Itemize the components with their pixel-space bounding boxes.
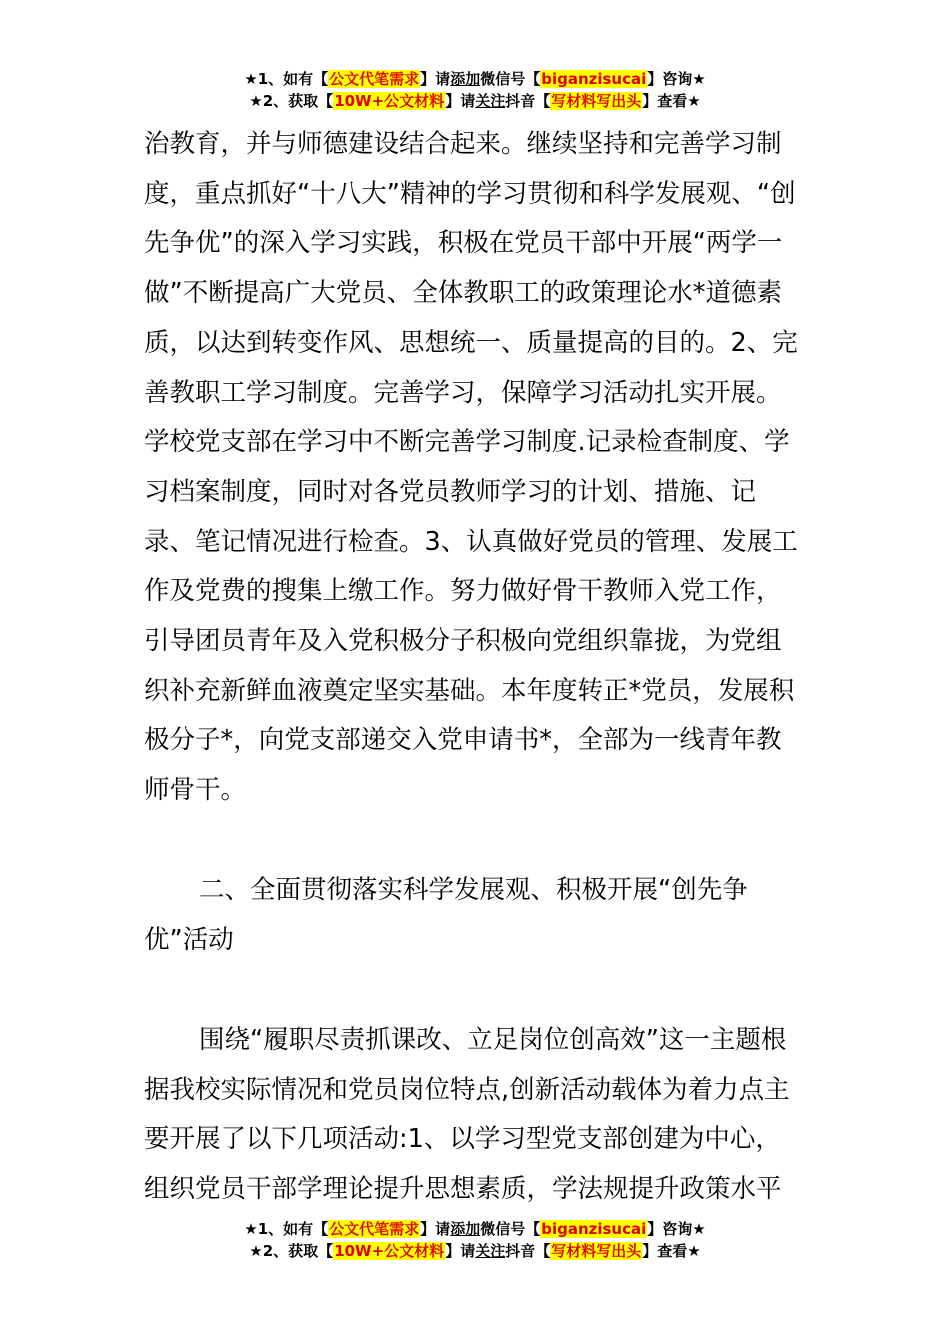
banner-text: ★1、如有【	[244, 70, 329, 88]
banner-highlight: biganzisucai	[541, 1220, 647, 1238]
banner-text: ★2、获取【	[249, 1242, 334, 1260]
banner-line-1	[0, 68, 950, 90]
body-paragraph-1: 治教育，并与师德建设结合起来。继续坚持和完善学习制度，重点抓好“十八大”精神的学习贯彻和科学发展观、“创先争优”的深入学习实践，积极在党员干部中开展“两学一做”不断提高广大党员、全体教职工的政策理论水*道德素质，以达到转变作风、思想统一、质量提高的目的。2、完善教职工学习制度。完善学习，保障学习活动扎实开展。学校党支部在学习中不断完善学习制度.记录检查制度、学习档案制度，同时对各党员教师学习的计划、措施、记录、笔记情况进行检查。3、认真做好党员的管理、发展工作及党费的搜集上缴工作。努力做好骨干教师入党工作，引导团员青年及入党积极分子积极向党组织靠拢，为党组织补充新鲜血液奠定坚实基础。本年度转正*党员，发展积极分子*，向党支部递交入党申请书*，全部为一线青年教师骨干。	[144, 129, 798, 806]
banner-underline: 添加	[450, 70, 481, 88]
banner-text: 】请	[445, 1242, 476, 1260]
banner-underline: 添加	[450, 1220, 481, 1238]
banner-highlight: biganzisucai	[541, 70, 647, 88]
banner-text: 微信号【	[480, 1220, 541, 1238]
banner-highlight: 公文代笔需求	[329, 70, 420, 88]
banner-text: 】查看★	[642, 1242, 701, 1260]
banner-highlight: 10W+公文材料	[334, 92, 445, 110]
banner-text: 】查看★	[642, 92, 701, 110]
banner-text: 】请	[420, 1220, 451, 1238]
banner-text: 】请	[420, 70, 451, 88]
banner-text: 抖音【	[505, 92, 551, 110]
banner-line-2	[0, 90, 950, 112]
banner-text: 】咨询★	[647, 70, 706, 88]
banner-text: ★2、获取【	[249, 92, 334, 110]
body-paragraph-3: 围绕“履职尽责抓课改、立足岗位创高效”这一主题根据我校实际情况和党员岗位特点,创新活动载体为着力点主要开展了以下几项活动:1、以学习型党支部创建为中心，组织党员干部学理论提升思想素质，学法规提升政策水平	[144, 1025, 790, 1205]
banner-line-2	[0, 1240, 950, 1262]
banner-underline: 关注	[475, 92, 506, 110]
section-heading-2: 二、全面贯彻落实科学发展观、积极开展“创先争优”活动	[144, 875, 748, 955]
footer-banner	[0, 1218, 950, 1262]
header-banner	[0, 68, 950, 112]
banner-text: 抖音【	[505, 1242, 551, 1260]
banner-text: ★1、如有【	[244, 1220, 329, 1238]
banner-text: 】咨询★	[647, 1220, 706, 1238]
banner-highlight: 公文代笔需求	[329, 1220, 420, 1238]
banner-text: 微信号【	[480, 70, 541, 88]
banner-highlight: 写材料写出头	[551, 1242, 642, 1260]
banner-line-1	[0, 1218, 950, 1240]
banner-highlight: 10W+公文材料	[334, 1242, 445, 1260]
banner-underline: 关注	[475, 1242, 506, 1260]
banner-text: 】请	[445, 92, 476, 110]
banner-highlight: 写材料写出头	[551, 92, 642, 110]
